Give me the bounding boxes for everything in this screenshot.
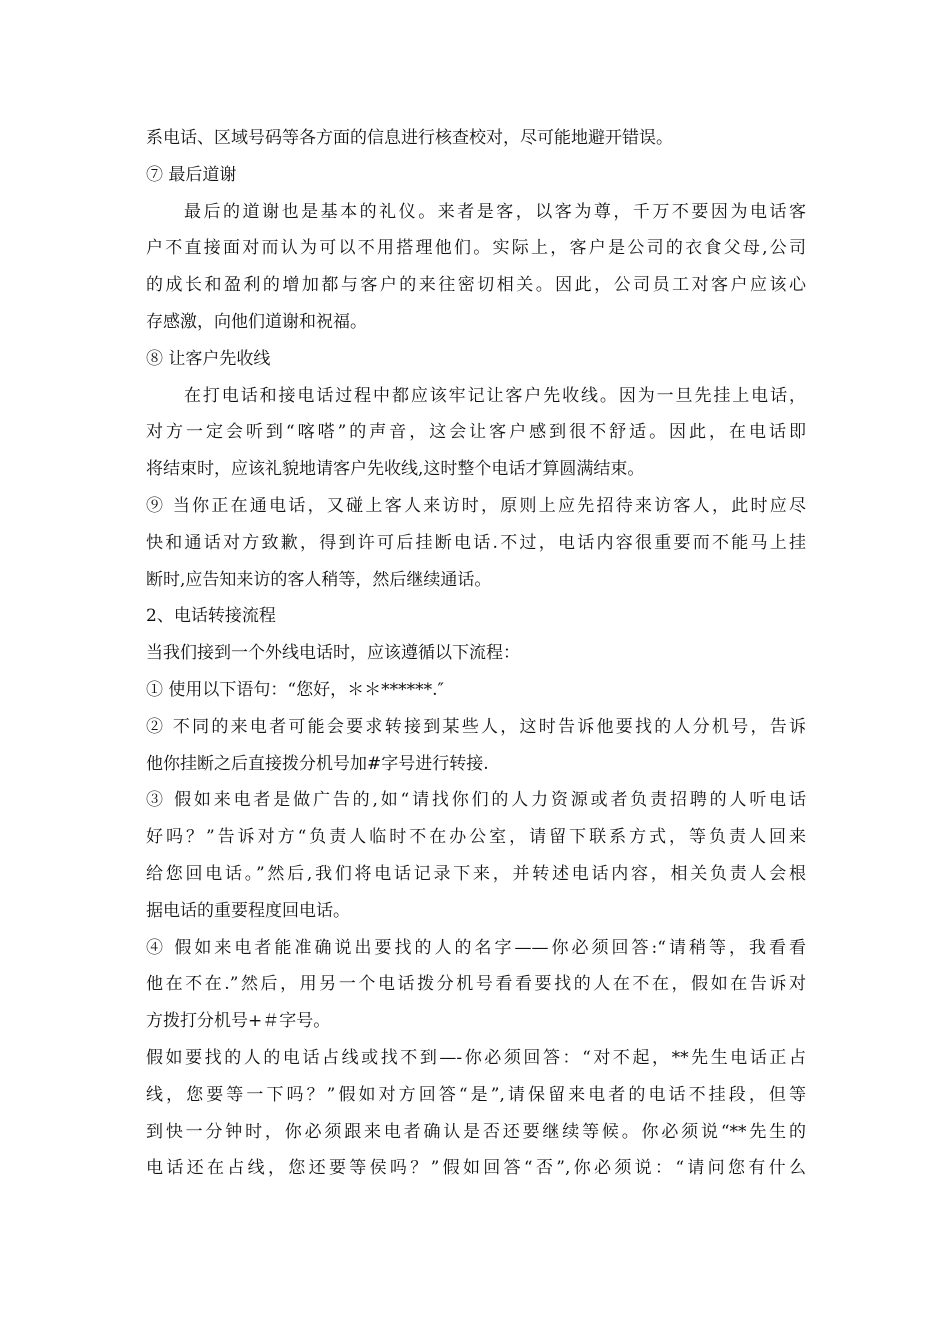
text-line: 他在不在.”然后，用另一个电话拨分机号看看要找的人在不在，假如在告诉对 xyxy=(146,974,806,995)
text-line: 的成长和盈利的增加都与客户的来往密切相关。因此，公司员工对客户应该心 xyxy=(146,275,806,296)
text-line: 最后的道谢也是基本的礼仪。来者是客，以客为尊，千万不要因为电话客 xyxy=(184,201,806,222)
text-line: 假如要找的人的电话占线或找不到—-你必须回答：“对不起，**先生电话正占 xyxy=(146,1047,806,1068)
document-body xyxy=(146,120,806,1187)
text-line: 断时,应告知来访的客人稍等，然后继续通话。 xyxy=(146,569,492,590)
text-line: 在打电话和接电话过程中都应该牢记让客户先收线。因为一旦先挂上电话， xyxy=(184,385,806,406)
text-line: ③ 假如来电者是做广告的,如“请找你们的人力资源或者负责招聘的人听电话 xyxy=(146,790,806,811)
text-line: 到快一分钟时，你必须跟来电者确认是否还要继续等候。你必须说“**先生的 xyxy=(146,1121,806,1142)
section-heading: ⑧ 让客户先收线 xyxy=(146,348,271,369)
text-line: ④ 假如来电者能准确说出要找的人的名字——你必须回答:“请稍等，我看看 xyxy=(146,937,806,958)
text-line: 户不直接面对而认为可以不用搭理他们。实际上，客户是公司的衣食父母,公司 xyxy=(146,238,806,259)
text-line: ⑨ 当你正在通电话，又碰上客人来访时，原则上应先招待来访客人，此时应尽 xyxy=(146,495,806,516)
text-line: 他你挂断之后直接拨分机号加#字号进行转接. xyxy=(146,753,489,774)
text-line: 当我们接到一个外线电话时，应该遵循以下流程： xyxy=(146,643,520,664)
text-line: 电话还在占线，您还要等侯吗？”假如回答“否”,你必须说：“请问您有什么 xyxy=(146,1158,806,1179)
text-line: 给您回电话。”然后,我们将电话记录下来，并转述电话内容，相关负责人会根 xyxy=(146,863,806,884)
text-line: ① 使用以下语句：“您好，＊＊******.″ xyxy=(146,679,444,700)
text-line: 方拨打分机号+＃字号。 xyxy=(146,1011,331,1032)
text-line: 存感激，向他们道谢和祝福。 xyxy=(146,311,367,332)
text-line: 据电话的重要程度回电话。 xyxy=(146,900,350,921)
text-line: 线，您要等一下吗？”假如对方回答“是”,请保留来电者的电话不挂段，但等 xyxy=(146,1084,806,1105)
text-line: 好吗？”告诉对方“负责人临时不在办公室，请留下联系方式，等负责人回来 xyxy=(146,827,806,848)
text-line: ② 不同的来电者可能会要求转接到某些人，这时告诉他要找的人分机号，告诉 xyxy=(146,716,806,737)
text-line: 快和通话对方致歉，得到许可后挂断电话.不过，电话内容很重要而不能马上挂 xyxy=(146,532,806,553)
section-heading: ⑦ 最后道谢 xyxy=(146,164,237,185)
text-line: 对方一定会听到“喀嗒”的声音，这会让客户感到很不舒适。因此，在电话即 xyxy=(146,422,806,443)
text-line: 将结束时，应该礼貌地请客户先收线,这时整个电话才算圆满结束。 xyxy=(146,459,645,480)
text-line: 系电话、区域号码等各方面的信息进行核查校对，尽可能地避开错误。 xyxy=(146,128,673,148)
section-heading: 2、电话转接流程 xyxy=(146,606,276,627)
